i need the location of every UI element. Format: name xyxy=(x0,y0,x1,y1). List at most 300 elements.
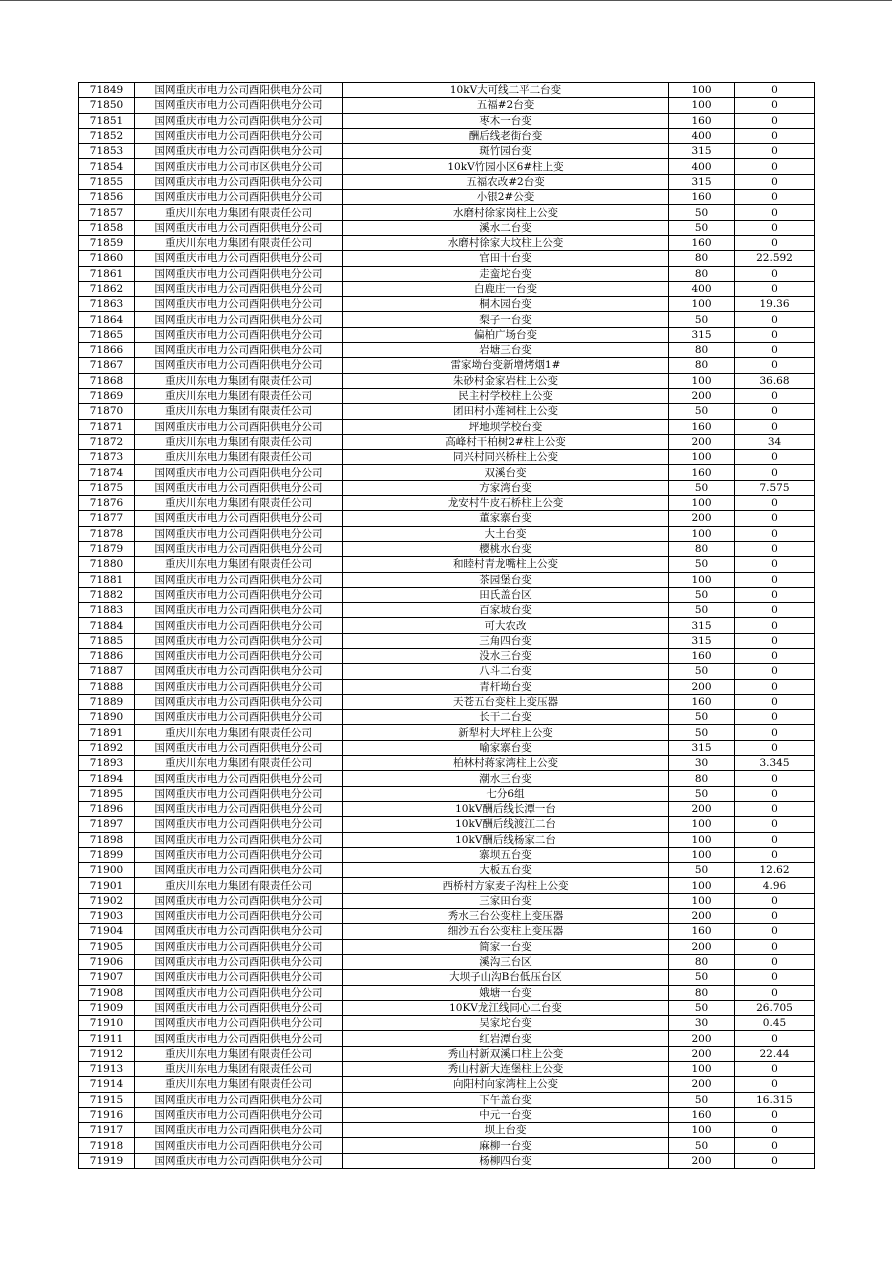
value-cell: 0 xyxy=(735,83,815,98)
company-cell: 国网重庆市电力公司酉阳供电分公司 xyxy=(135,679,343,694)
company-cell: 国网重庆市电力公司酉阳供电分公司 xyxy=(135,113,343,128)
table-row xyxy=(79,205,815,220)
row-id-cell: 71905 xyxy=(79,939,135,954)
transformer-name-cell: 寨坝五台变 xyxy=(343,847,669,862)
capacity-cell: 100 xyxy=(669,878,735,893)
company-cell: 国网重庆市电力公司酉阳供电分公司 xyxy=(135,174,343,189)
company-cell: 国网重庆市电力公司酉阳供电分公司 xyxy=(135,465,343,480)
company-cell: 国网重庆市电力公司酉阳供电分公司 xyxy=(135,924,343,939)
company-cell: 国网重庆市电力公司酉阳供电分公司 xyxy=(135,801,343,816)
company-cell: 国网重庆市电力公司酉阳供电分公司 xyxy=(135,1092,343,1107)
table-row xyxy=(79,511,815,526)
capacity-cell: 315 xyxy=(669,327,735,342)
transformer-name-cell: 岩塘三台变 xyxy=(343,343,669,358)
row-id-cell: 71913 xyxy=(79,1062,135,1077)
table-row xyxy=(79,801,815,816)
capacity-cell: 50 xyxy=(669,205,735,220)
value-cell: 0 xyxy=(735,710,815,725)
row-id-cell: 71885 xyxy=(79,633,135,648)
capacity-cell: 315 xyxy=(669,633,735,648)
row-id-cell: 71910 xyxy=(79,1016,135,1031)
table-row xyxy=(79,327,815,342)
table-row xyxy=(79,434,815,449)
company-cell: 国网重庆市电力公司酉阳供电分公司 xyxy=(135,618,343,633)
value-cell: 0 xyxy=(735,450,815,465)
row-id-cell: 71902 xyxy=(79,893,135,908)
table-row xyxy=(79,954,815,969)
value-cell: 0 xyxy=(735,511,815,526)
row-id-cell: 71917 xyxy=(79,1123,135,1138)
table-row xyxy=(79,664,815,679)
capacity-cell: 80 xyxy=(669,343,735,358)
transformer-name-cell: 和睦村青龙嘴柱上公变 xyxy=(343,557,669,572)
value-cell: 0 xyxy=(735,541,815,556)
row-id-cell: 71861 xyxy=(79,266,135,281)
capacity-cell: 100 xyxy=(669,832,735,847)
row-id-cell: 71897 xyxy=(79,817,135,832)
company-cell: 重庆川东电力集团有限责任公司 xyxy=(135,1046,343,1061)
table-row xyxy=(79,679,815,694)
transformer-name-cell: 10kV酬后线杨家二台 xyxy=(343,832,669,847)
company-cell: 重庆川东电力集团有限责任公司 xyxy=(135,235,343,250)
transformer-name-cell: 向阳村向家湾柱上公变 xyxy=(343,1077,669,1092)
transformer-name-cell: 溪水二台变 xyxy=(343,220,669,235)
value-cell: 0 xyxy=(735,817,815,832)
value-cell: 0 xyxy=(735,159,815,174)
transformer-table xyxy=(78,82,815,1169)
value-cell: 22.592 xyxy=(735,251,815,266)
company-cell: 重庆川东电力集团有限责任公司 xyxy=(135,557,343,572)
transformer-name-cell: 白鹿庄一台变 xyxy=(343,281,669,296)
value-cell: 36.68 xyxy=(735,373,815,388)
company-cell: 国网重庆市电力公司酉阳供电分公司 xyxy=(135,985,343,1000)
transformer-name-cell: 红岩潭台变 xyxy=(343,1031,669,1046)
value-cell: 12.62 xyxy=(735,863,815,878)
row-id-cell: 71889 xyxy=(79,694,135,709)
company-cell: 国网重庆市电力公司酉阳供电分公司 xyxy=(135,587,343,602)
table-row xyxy=(79,1031,815,1046)
company-cell: 国网重庆市电力公司酉阳供电分公司 xyxy=(135,220,343,235)
value-cell: 0 xyxy=(735,1077,815,1092)
row-id-cell: 71854 xyxy=(79,159,135,174)
capacity-cell: 315 xyxy=(669,144,735,159)
value-cell: 0 xyxy=(735,679,815,694)
row-id-cell: 71911 xyxy=(79,1031,135,1046)
capacity-cell: 400 xyxy=(669,281,735,296)
capacity-cell: 200 xyxy=(669,388,735,403)
row-id-cell: 71863 xyxy=(79,297,135,312)
capacity-cell: 200 xyxy=(669,679,735,694)
transformer-name-cell: 水磨村徐家大坟柱上公变 xyxy=(343,235,669,250)
value-cell: 0 xyxy=(735,1138,815,1153)
value-cell: 0 xyxy=(735,740,815,755)
transformer-name-cell: 吴家坨台变 xyxy=(343,1016,669,1031)
table-row xyxy=(79,190,815,205)
table-row xyxy=(79,541,815,556)
company-cell: 重庆川东电力集团有限责任公司 xyxy=(135,388,343,403)
table-row xyxy=(79,98,815,113)
capacity-cell: 80 xyxy=(669,985,735,1000)
table-row xyxy=(79,220,815,235)
company-cell: 国网重庆市电力公司酉阳供电分公司 xyxy=(135,511,343,526)
value-cell: 26.705 xyxy=(735,1000,815,1015)
capacity-cell: 160 xyxy=(669,648,735,663)
value-cell: 0 xyxy=(735,144,815,159)
table-row xyxy=(79,817,815,832)
value-cell: 0 xyxy=(735,557,815,572)
value-cell: 19.36 xyxy=(735,297,815,312)
table-row xyxy=(79,924,815,939)
row-id-cell: 71871 xyxy=(79,419,135,434)
capacity-cell: 50 xyxy=(669,863,735,878)
capacity-cell: 100 xyxy=(669,1062,735,1077)
transformer-name-cell: 溪沟三台区 xyxy=(343,954,669,969)
capacity-cell: 30 xyxy=(669,1016,735,1031)
table-row xyxy=(79,1062,815,1077)
transformer-name-cell: 坝上台变 xyxy=(343,1123,669,1138)
value-cell: 7.575 xyxy=(735,480,815,495)
row-id-cell: 71859 xyxy=(79,235,135,250)
capacity-cell: 160 xyxy=(669,419,735,434)
value-cell: 0 xyxy=(735,327,815,342)
company-cell: 国网重庆市电力公司酉阳供电分公司 xyxy=(135,251,343,266)
row-id-cell: 71915 xyxy=(79,1092,135,1107)
transformer-name-cell: 三家田台变 xyxy=(343,893,669,908)
row-id-cell: 71919 xyxy=(79,1153,135,1168)
row-id-cell: 71878 xyxy=(79,526,135,541)
row-id-cell: 71914 xyxy=(79,1077,135,1092)
table-row xyxy=(79,1046,815,1061)
row-id-cell: 71857 xyxy=(79,205,135,220)
value-cell: 16.315 xyxy=(735,1092,815,1107)
row-id-cell: 71903 xyxy=(79,909,135,924)
company-cell: 重庆川东电力集团有限责任公司 xyxy=(135,496,343,511)
transformer-name-cell: 走蛮坨台变 xyxy=(343,266,669,281)
row-id-cell: 71874 xyxy=(79,465,135,480)
row-id-cell: 71882 xyxy=(79,587,135,602)
transformer-name-cell: 偏柏广场台变 xyxy=(343,327,669,342)
company-cell: 国网重庆市电力公司酉阳供电分公司 xyxy=(135,1016,343,1031)
company-cell: 国网重庆市电力公司酉阳供电分公司 xyxy=(135,832,343,847)
transformer-name-cell: 梨子一台变 xyxy=(343,312,669,327)
value-cell: 0 xyxy=(735,465,815,480)
table-row xyxy=(79,618,815,633)
value-cell: 0 xyxy=(735,1123,815,1138)
row-id-cell: 71904 xyxy=(79,924,135,939)
transformer-name-cell: 樱桃水台变 xyxy=(343,541,669,556)
company-cell: 国网重庆市电力公司酉阳供电分公司 xyxy=(135,817,343,832)
company-cell: 国网重庆市电力公司酉阳供电分公司 xyxy=(135,98,343,113)
table-row xyxy=(79,235,815,250)
transformer-name-cell: 杨柳四台变 xyxy=(343,1153,669,1168)
value-cell: 0 xyxy=(735,312,815,327)
company-cell: 国网重庆市电力公司酉阳供电分公司 xyxy=(135,664,343,679)
company-cell: 国网重庆市电力公司酉阳供电分公司 xyxy=(135,786,343,801)
transformer-name-cell: 麻柳一台变 xyxy=(343,1138,669,1153)
table-row xyxy=(79,832,815,847)
row-id-cell: 71849 xyxy=(79,83,135,98)
row-id-cell: 71860 xyxy=(79,251,135,266)
capacity-cell: 100 xyxy=(669,297,735,312)
company-cell: 国网重庆市电力公司酉阳供电分公司 xyxy=(135,648,343,663)
capacity-cell: 50 xyxy=(669,786,735,801)
transformer-name-cell: 大坝子山沟B台低压台区 xyxy=(343,970,669,985)
row-id-cell: 71896 xyxy=(79,801,135,816)
value-cell: 0 xyxy=(735,572,815,587)
company-cell: 国网重庆市电力公司酉阳供电分公司 xyxy=(135,312,343,327)
value-cell: 0 xyxy=(735,235,815,250)
row-id-cell: 71887 xyxy=(79,664,135,679)
capacity-cell: 100 xyxy=(669,817,735,832)
value-cell: 0 xyxy=(735,587,815,602)
row-id-cell: 71912 xyxy=(79,1046,135,1061)
row-id-cell: 71872 xyxy=(79,434,135,449)
row-id-cell: 71852 xyxy=(79,128,135,143)
capacity-cell: 50 xyxy=(669,404,735,419)
capacity-cell: 50 xyxy=(669,664,735,679)
transformer-name-cell: 龙安村牛皮石桥柱上公变 xyxy=(343,496,669,511)
row-id-cell: 71856 xyxy=(79,190,135,205)
value-cell: 0 xyxy=(735,618,815,633)
capacity-cell: 200 xyxy=(669,434,735,449)
transformer-name-cell: 秀山村新大连堡柱上公变 xyxy=(343,1062,669,1077)
company-cell: 国网重庆市电力公司酉阳供电分公司 xyxy=(135,83,343,98)
value-cell: 0 xyxy=(735,648,815,663)
table-row xyxy=(79,756,815,771)
value-cell: 0 xyxy=(735,526,815,541)
capacity-cell: 50 xyxy=(669,710,735,725)
company-cell: 国网重庆市电力公司酉阳供电分公司 xyxy=(135,970,343,985)
capacity-cell: 100 xyxy=(669,572,735,587)
table-row xyxy=(79,863,815,878)
value-cell: 0 xyxy=(735,801,815,816)
capacity-cell: 80 xyxy=(669,954,735,969)
transformer-name-cell: 潮水三台变 xyxy=(343,771,669,786)
transformer-name-cell: 枣木一台变 xyxy=(343,113,669,128)
transformer-name-cell: 董家寨台变 xyxy=(343,511,669,526)
row-id-cell: 71895 xyxy=(79,786,135,801)
capacity-cell: 315 xyxy=(669,740,735,755)
value-cell: 0 xyxy=(735,419,815,434)
company-cell: 重庆川东电力集团有限责任公司 xyxy=(135,756,343,771)
row-id-cell: 71862 xyxy=(79,281,135,296)
table-row xyxy=(79,159,815,174)
value-cell: 0 xyxy=(735,970,815,985)
capacity-cell: 200 xyxy=(669,1031,735,1046)
capacity-cell: 80 xyxy=(669,251,735,266)
value-cell: 0 xyxy=(735,633,815,648)
transformer-name-cell: 大板五台变 xyxy=(343,863,669,878)
company-cell: 国网重庆市电力公司酉阳供电分公司 xyxy=(135,419,343,434)
row-id-cell: 71886 xyxy=(79,648,135,663)
transformer-name-cell: 八斗二台变 xyxy=(343,664,669,679)
value-cell: 0 xyxy=(735,1062,815,1077)
value-cell: 0 xyxy=(735,786,815,801)
capacity-cell: 160 xyxy=(669,694,735,709)
value-cell: 0 xyxy=(735,358,815,373)
row-id-cell: 71900 xyxy=(79,863,135,878)
capacity-cell: 50 xyxy=(669,220,735,235)
company-cell: 国网重庆市电力公司酉阳供电分公司 xyxy=(135,633,343,648)
row-id-cell: 71898 xyxy=(79,832,135,847)
capacity-cell: 100 xyxy=(669,1123,735,1138)
value-cell: 0 xyxy=(735,832,815,847)
table-row xyxy=(79,694,815,709)
row-id-cell: 71876 xyxy=(79,496,135,511)
row-id-cell: 71918 xyxy=(79,1138,135,1153)
capacity-cell: 200 xyxy=(669,801,735,816)
row-id-cell: 71883 xyxy=(79,603,135,618)
company-cell: 国网重庆市电力公司酉阳供电分公司 xyxy=(135,1123,343,1138)
transformer-name-cell: 三角四台变 xyxy=(343,633,669,648)
capacity-cell: 160 xyxy=(669,1107,735,1122)
row-id-cell: 71869 xyxy=(79,388,135,403)
company-cell: 国网重庆市电力公司酉阳供电分公司 xyxy=(135,572,343,587)
capacity-cell: 50 xyxy=(669,557,735,572)
capacity-cell: 160 xyxy=(669,465,735,480)
table-row xyxy=(79,587,815,602)
company-cell: 国网重庆市电力公司酉阳供电分公司 xyxy=(135,541,343,556)
row-id-cell: 71851 xyxy=(79,113,135,128)
transformer-name-cell: 双溪台变 xyxy=(343,465,669,480)
table-row xyxy=(79,373,815,388)
transformer-name-cell: 同兴村同兴桥柱上公变 xyxy=(343,450,669,465)
company-cell: 国网重庆市电力公司酉阳供电分公司 xyxy=(135,358,343,373)
table-row xyxy=(79,1138,815,1153)
table-row xyxy=(79,633,815,648)
company-cell: 国网重庆市电力公司酉阳供电分公司 xyxy=(135,1107,343,1122)
capacity-cell: 100 xyxy=(669,373,735,388)
capacity-cell: 315 xyxy=(669,618,735,633)
transformer-name-cell: 西桥村方家麦子沟柱上公变 xyxy=(343,878,669,893)
row-id-cell: 71867 xyxy=(79,358,135,373)
transformer-name-cell: 高峰村干柏树2#柱上公变 xyxy=(343,434,669,449)
capacity-cell: 160 xyxy=(669,924,735,939)
value-cell: 0 xyxy=(735,924,815,939)
value-cell: 0 xyxy=(735,893,815,908)
row-id-cell: 71891 xyxy=(79,725,135,740)
row-id-cell: 71906 xyxy=(79,954,135,969)
capacity-cell: 200 xyxy=(669,909,735,924)
table-row xyxy=(79,1153,815,1168)
capacity-cell: 100 xyxy=(669,847,735,862)
transformer-name-cell: 桐木园台变 xyxy=(343,297,669,312)
value-cell: 0 xyxy=(735,603,815,618)
transformer-name-cell: 娥塘一台变 xyxy=(343,985,669,1000)
transformer-name-cell: 田氏盖台区 xyxy=(343,587,669,602)
row-id-cell: 71892 xyxy=(79,740,135,755)
transformer-name-cell: 10kV竹园小区6#柱上变 xyxy=(343,159,669,174)
capacity-cell: 50 xyxy=(669,587,735,602)
row-id-cell: 71877 xyxy=(79,511,135,526)
table-row xyxy=(79,572,815,587)
company-cell: 重庆川东电力集团有限责任公司 xyxy=(135,434,343,449)
capacity-cell: 200 xyxy=(669,1077,735,1092)
transformer-name-cell: 小银2#公变 xyxy=(343,190,669,205)
capacity-cell: 100 xyxy=(669,893,735,908)
table-row xyxy=(79,480,815,495)
transformer-name-cell: 水磨村徐家岗柱上公变 xyxy=(343,205,669,220)
company-cell: 国网重庆市电力公司酉阳供电分公司 xyxy=(135,1153,343,1168)
table-row xyxy=(79,297,815,312)
row-id-cell: 71881 xyxy=(79,572,135,587)
row-id-cell: 71884 xyxy=(79,618,135,633)
capacity-cell: 50 xyxy=(669,312,735,327)
transformer-name-cell: 民主村学校柱上公变 xyxy=(343,388,669,403)
company-cell: 国网重庆市电力公司市区供电分公司 xyxy=(135,159,343,174)
value-cell: 0 xyxy=(735,985,815,1000)
value-cell: 0 xyxy=(735,205,815,220)
transformer-name-cell: 简家一台变 xyxy=(343,939,669,954)
transformer-name-cell: 斑竹园台变 xyxy=(343,144,669,159)
capacity-cell: 50 xyxy=(669,970,735,985)
company-cell: 国网重庆市电力公司酉阳供电分公司 xyxy=(135,297,343,312)
transformer-name-cell: 大土台变 xyxy=(343,526,669,541)
table-row xyxy=(79,985,815,1000)
value-cell: 0 xyxy=(735,98,815,113)
capacity-cell: 80 xyxy=(669,771,735,786)
company-cell: 国网重庆市电力公司酉阳供电分公司 xyxy=(135,847,343,862)
company-cell: 国网重庆市电力公司酉阳供电分公司 xyxy=(135,939,343,954)
value-cell: 0 xyxy=(735,939,815,954)
value-cell: 0 xyxy=(735,694,815,709)
table-row xyxy=(79,1107,815,1122)
table-row xyxy=(79,450,815,465)
company-cell: 国网重庆市电力公司酉阳供电分公司 xyxy=(135,1138,343,1153)
company-cell: 重庆川东电力集团有限责任公司 xyxy=(135,404,343,419)
table-row xyxy=(79,939,815,954)
company-cell: 重庆川东电力集团有限责任公司 xyxy=(135,725,343,740)
transformer-name-cell: 五福#2台变 xyxy=(343,98,669,113)
row-id-cell: 71899 xyxy=(79,847,135,862)
table-row xyxy=(79,786,815,801)
row-id-cell: 71890 xyxy=(79,710,135,725)
value-cell: 0 xyxy=(735,128,815,143)
transformer-name-cell: 喻家寨台变 xyxy=(343,740,669,755)
company-cell: 重庆川东电力集团有限责任公司 xyxy=(135,373,343,388)
row-id-cell: 71864 xyxy=(79,312,135,327)
transformer-name-cell: 下午盖台变 xyxy=(343,1092,669,1107)
table-row xyxy=(79,266,815,281)
capacity-cell: 50 xyxy=(669,480,735,495)
company-cell: 国网重庆市电力公司酉阳供电分公司 xyxy=(135,1031,343,1046)
table-row xyxy=(79,128,815,143)
row-id-cell: 71858 xyxy=(79,220,135,235)
company-cell: 国网重庆市电力公司酉阳供电分公司 xyxy=(135,144,343,159)
value-cell: 0 xyxy=(735,343,815,358)
transformer-name-cell: 百家坡台变 xyxy=(343,603,669,618)
row-id-cell: 71888 xyxy=(79,679,135,694)
company-cell: 国网重庆市电力公司酉阳供电分公司 xyxy=(135,128,343,143)
value-cell: 0 xyxy=(735,266,815,281)
table-row xyxy=(79,1092,815,1107)
table-row xyxy=(79,419,815,434)
capacity-cell: 100 xyxy=(669,98,735,113)
capacity-cell: 80 xyxy=(669,266,735,281)
value-cell: 4.96 xyxy=(735,878,815,893)
transformer-name-cell: 酬后线老街台变 xyxy=(343,128,669,143)
transformer-name-cell: 新犁村大坪柱上公变 xyxy=(343,725,669,740)
table-row xyxy=(79,1000,815,1015)
table-row xyxy=(79,557,815,572)
table-row xyxy=(79,893,815,908)
transformer-name-cell: 雷家坳台变新增烤烟1# xyxy=(343,358,669,373)
value-cell: 0 xyxy=(735,388,815,403)
row-id-cell: 71916 xyxy=(79,1107,135,1122)
value-cell: 0 xyxy=(735,1031,815,1046)
transformer-name-cell: 中元一台变 xyxy=(343,1107,669,1122)
capacity-cell: 80 xyxy=(669,358,735,373)
